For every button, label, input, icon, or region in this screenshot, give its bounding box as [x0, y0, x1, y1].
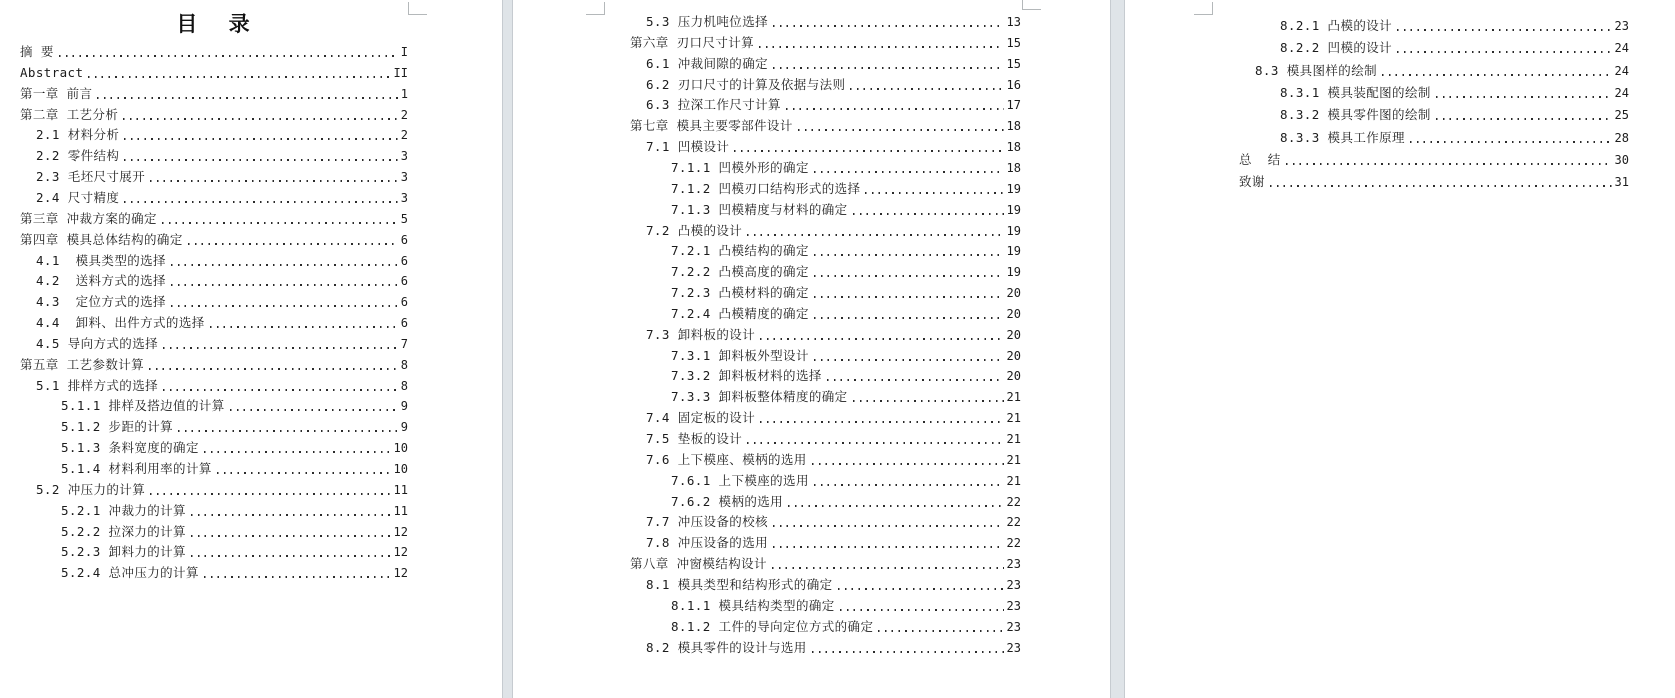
toc-entry-label: 4.5 导向方式的选择	[36, 335, 159, 351]
toc-page-number: 21	[1006, 411, 1021, 426]
toc-entry[interactable]	[20, 65, 408, 80]
dot-leader	[760, 421, 1003, 423]
toc-page-number: 6	[400, 232, 408, 247]
toc-entry[interactable]	[20, 44, 408, 59]
dot-leader	[773, 25, 1004, 27]
toc-entry[interactable]	[646, 14, 1021, 29]
dot-leader	[814, 171, 1004, 173]
toc-entry[interactable]	[671, 202, 1021, 217]
toc-entry[interactable]	[20, 211, 408, 226]
toc-page-number: 6	[400, 316, 408, 331]
dot-leader	[88, 76, 390, 78]
toc-entry[interactable]	[671, 285, 1021, 300]
toc-entry[interactable]	[1280, 18, 1629, 33]
toc-page-number: 23	[1614, 19, 1629, 33]
toc-page-number: 23	[1006, 619, 1021, 634]
toc-entry-label: 7.6 上下模座、模柄的选用	[646, 451, 807, 467]
toc-entry-label: 5.2.1 冲裁力的计算	[61, 502, 186, 518]
toc-entry-label: 8.3.2 模具零件图的绘制	[1280, 107, 1431, 123]
toc-entry-label: 2.4 尺寸精度	[36, 189, 120, 205]
dot-leader	[1397, 51, 1611, 53]
toc-entry-label: 2.2 零件结构	[36, 148, 120, 164]
dot-leader	[163, 347, 398, 349]
toc-entry[interactable]	[36, 378, 408, 393]
toc-entry[interactable]	[61, 565, 408, 580]
toc-page-number: 13	[1006, 15, 1021, 29]
toc-entry[interactable]	[671, 598, 1021, 613]
toc-entry-label: 4.3 定位方式的选择	[36, 294, 166, 310]
dot-leader	[150, 493, 390, 495]
toc-entry-label: 5.1 排样方式的选择	[36, 377, 159, 393]
toc-entry-label: 8.2.1 凸模的设计	[1280, 18, 1393, 33]
toc-entry[interactable]	[1239, 174, 1629, 189]
toc-page-number: 12	[393, 545, 408, 560]
toc-entry-label: 7.2 凸模的设计	[646, 222, 743, 238]
toc-entry-label: 5.2 冲压力的计算	[36, 481, 146, 497]
toc-page-number: I	[400, 45, 408, 59]
toc-entry[interactable]	[646, 97, 1021, 112]
toc-entry-label: 5.2.2 拉深力的计算	[61, 523, 186, 539]
toc-entry[interactable]	[671, 306, 1021, 321]
dot-leader	[124, 138, 397, 140]
toc-title: 目 录	[176, 12, 252, 36]
toc-page-number: 31	[1614, 175, 1629, 190]
toc-entry[interactable]	[630, 35, 1021, 50]
crop-mark-icon	[586, 2, 605, 15]
toc-entry-label: 5.3 压力机吨位选择	[646, 14, 769, 29]
toc-entry-label: 5.1.4 材料利用率的计算	[61, 461, 212, 476]
toc-column-1	[20, 0, 408, 698]
dot-leader	[230, 409, 398, 411]
toc-page-number: 20	[1006, 369, 1021, 384]
dot-leader	[204, 576, 391, 578]
toc-page-number: 8	[400, 378, 408, 393]
toc-page-number: 24	[1614, 41, 1629, 56]
toc-entry[interactable]	[646, 640, 1021, 655]
toc-page-number: 8	[400, 357, 408, 372]
toc-entry-label: 8.3.3 模具工作原理	[1280, 129, 1405, 145]
toc-entry-label: 7.3 卸料板的设计	[646, 326, 756, 342]
toc-entry-label: 第二章 工艺分析	[20, 106, 119, 122]
toc-entry-label: 7.1.3 凹模精度与材料的确定	[671, 201, 848, 217]
toc-page-number: 2	[400, 107, 408, 122]
dot-leader	[773, 525, 1004, 527]
toc-entry-label: 7.2.4 凸模精度的确定	[671, 305, 809, 321]
toc-entry[interactable]	[61, 440, 408, 455]
dot-leader	[191, 535, 391, 537]
toc-page-number: 21	[1006, 390, 1021, 405]
toc-page-number: 3	[400, 170, 408, 185]
toc-entry-label: 5.1.1 排样及搭边值的计算	[61, 398, 225, 414]
toc-page-number: 12	[393, 566, 408, 581]
dot-leader	[1410, 141, 1612, 143]
toc-entry[interactable]	[20, 107, 408, 122]
toc-entry-label: 7.8 冲压设备的选用	[646, 535, 769, 551]
toc-entry-label: 2.1 材料分析	[36, 127, 120, 143]
dot-leader	[827, 379, 1004, 381]
toc-entry[interactable]	[1280, 107, 1629, 122]
toc-page-number: 19	[1006, 265, 1021, 280]
toc-entry-label: 4.2 送料方式的选择	[36, 273, 166, 289]
toc-entry-label: 7.3.3 卸料板整体精度的确定	[671, 389, 848, 405]
toc-entry[interactable]	[1280, 130, 1629, 145]
dot-leader	[162, 222, 398, 224]
toc-entry[interactable]	[646, 410, 1021, 425]
toc-page-number: 11	[393, 503, 408, 518]
toc-entry-label: 第六章 刃口尺寸计算	[630, 34, 755, 50]
toc-page-number: 16	[1006, 77, 1021, 92]
toc-entry-label: 7.4 固定板的设计	[646, 410, 756, 426]
toc-entry-label: 7.1 凹模设计	[646, 139, 730, 155]
dot-leader	[124, 201, 397, 203]
toc-entry-label: 8.2 模具零件的设计与选用	[646, 639, 807, 655]
dot-leader	[814, 359, 1004, 361]
toc-page-number: 6	[400, 253, 408, 268]
toc-entry-label: 8.3 模具图样的绘制	[1255, 62, 1378, 78]
toc-entry-label: 8.1.1 模具结构类型的确定	[671, 597, 835, 613]
toc-page-number: 7	[400, 336, 408, 351]
toc-page-number: 21	[1006, 452, 1021, 467]
toc-entry[interactable]	[671, 494, 1021, 509]
toc-entry[interactable]	[671, 160, 1021, 175]
toc-page-number: 1	[400, 86, 408, 101]
toc-page-number: 3	[400, 149, 408, 164]
toc-page-number: 2	[400, 128, 408, 143]
dot-leader	[1286, 163, 1612, 165]
dot-leader	[178, 430, 398, 432]
dot-leader	[840, 609, 1004, 611]
toc-entry[interactable]	[671, 368, 1021, 383]
toc-entry[interactable]	[20, 86, 408, 101]
toc-entry[interactable]	[20, 232, 408, 247]
toc-entry[interactable]	[646, 577, 1021, 592]
toc-page-number: 23	[1006, 557, 1021, 572]
toc-entry[interactable]	[1239, 152, 1629, 167]
toc-entry-label: 7.1.1 凹模外形的确定	[671, 159, 809, 175]
crop-mark-icon	[1194, 2, 1213, 15]
toc-entry-label: 5.1.3 条料宽度的确定	[61, 440, 199, 456]
toc-page-number: 22	[1006, 494, 1021, 509]
dot-leader	[747, 442, 1003, 444]
dot-leader	[123, 118, 398, 120]
toc-page-number: 22	[1006, 536, 1021, 551]
toc-entry-label: 摘 要	[20, 44, 54, 59]
toc-page-number: 23	[1006, 640, 1021, 655]
toc-entry[interactable]	[646, 514, 1021, 529]
toc-entry-label: 7.2.1 凸模结构的确定	[671, 243, 809, 259]
toc-entry-label: 7.6.1 上下模座的选用	[671, 472, 809, 488]
dot-leader	[814, 317, 1004, 319]
dot-leader	[814, 296, 1004, 298]
dot-leader	[853, 213, 1004, 215]
toc-entry[interactable]	[1280, 40, 1629, 55]
dot-leader	[865, 192, 1003, 194]
toc-entry[interactable]	[671, 181, 1021, 196]
toc-entry[interactable]	[36, 273, 408, 288]
toc-page-number: 23	[1006, 598, 1021, 613]
toc-entry-label: 8.1 模具类型和结构形式的确定	[646, 576, 833, 592]
toc-entry-label: 5.2.3 卸料力的计算	[61, 544, 186, 560]
dot-leader	[1436, 96, 1612, 98]
toc-entry[interactable]	[61, 461, 408, 476]
toc-entry-label: 6.1 冲裁间隙的确定	[646, 55, 769, 71]
toc-entry-label: 8.3.1 模具装配图的绘制	[1280, 84, 1431, 100]
toc-page-number: 19	[1006, 223, 1021, 238]
toc-entry[interactable]	[1255, 63, 1629, 78]
toc-page-number: 5	[400, 211, 408, 226]
toc-page-number: 6	[400, 274, 408, 289]
dot-leader	[210, 326, 398, 328]
dot-leader	[773, 67, 1004, 69]
dot-leader	[217, 472, 391, 474]
toc-entry-label: 6.2 刃口尺寸的计算及依据与法则	[646, 76, 846, 92]
toc-page-number: 18	[1006, 119, 1021, 134]
toc-page-number: 20	[1006, 306, 1021, 321]
toc-page-number: 15	[1006, 56, 1021, 71]
toc-entry[interactable]	[646, 327, 1021, 342]
dot-leader	[760, 338, 1003, 340]
dot-leader	[1436, 118, 1612, 120]
toc-page-number: 23	[1006, 577, 1021, 592]
toc-page-number: 25	[1614, 108, 1629, 123]
toc-page-number: 20	[1006, 348, 1021, 363]
dot-leader	[812, 651, 1004, 653]
toc-page-number: 24	[1614, 85, 1629, 100]
dot-leader	[812, 463, 1004, 465]
toc-page-number: 3	[400, 190, 408, 205]
dot-leader	[747, 234, 1003, 236]
toc-entry[interactable]	[1280, 85, 1629, 100]
toc-entry-label: 第七章 模具主要零部件设计	[630, 118, 793, 134]
dot-leader	[814, 254, 1004, 256]
toc-entry[interactable]	[61, 544, 408, 559]
toc-page-number: 17	[1006, 98, 1021, 113]
toc-entry-label: 8.1.2 工件的导向定位方式的确定	[671, 618, 874, 634]
toc-entry-label: 第八章 冲窗模结构设计	[630, 556, 767, 572]
dot-leader	[850, 88, 1003, 90]
toc-entry[interactable]	[646, 431, 1021, 446]
toc-page-number: II	[393, 65, 408, 80]
toc-entry-label: 7.3.2 卸料板材料的选择	[671, 368, 822, 384]
dot-leader	[788, 505, 1003, 507]
page-divider	[1110, 0, 1125, 698]
dot-leader	[1382, 74, 1612, 76]
toc-page-number: 19	[1006, 244, 1021, 259]
dot-leader	[188, 243, 398, 245]
toc-entry-label: 第三章 冲裁方案的确定	[20, 210, 157, 226]
dot-leader	[878, 630, 1003, 632]
dot-leader	[1270, 185, 1612, 187]
toc-page-number: 21	[1006, 432, 1021, 446]
toc-entry-label: 4.1 模具类型的选择	[36, 252, 166, 268]
toc-entry-label: 7.6.2 模柄的选用	[671, 493, 784, 509]
toc-entry[interactable]	[646, 223, 1021, 238]
toc-entry[interactable]	[630, 556, 1021, 571]
toc-page-number: 10	[393, 462, 408, 476]
toc-entry[interactable]	[36, 294, 408, 309]
toc-entry[interactable]	[36, 190, 408, 205]
toc-entry[interactable]	[61, 503, 408, 518]
toc-entry-label: 7.2.3 凸模材料的确定	[671, 285, 809, 301]
toc-entry-label: 7.1.2 凹模刃口结构形式的选择	[671, 180, 861, 196]
toc-page-number: 9	[400, 420, 408, 435]
toc-entry-label: 5.1.2 步距的计算	[61, 419, 174, 435]
toc-entry-label: 7.3.1 卸料板外型设计	[671, 347, 809, 363]
dot-leader	[734, 150, 1003, 152]
toc-entry-label: 8.2.2 凹模的设计	[1280, 40, 1393, 56]
toc-entry[interactable]	[671, 619, 1021, 634]
page-divider	[502, 0, 513, 698]
toc-entry[interactable]	[671, 389, 1021, 404]
dot-leader	[1397, 29, 1611, 31]
toc-entry-label: 7.5 垫板的设计	[646, 431, 743, 446]
toc-entry[interactable]	[61, 524, 408, 539]
toc-entry[interactable]	[646, 77, 1021, 92]
dot-leader	[97, 97, 397, 99]
crop-mark-icon	[408, 2, 427, 15]
toc-page-number: 24	[1614, 63, 1629, 78]
dot-leader	[204, 451, 391, 453]
toc-entry-label: 第五章 工艺参数计算	[20, 356, 145, 372]
toc-page-number: 11	[393, 482, 408, 497]
toc-page-number: 20	[1006, 286, 1021, 301]
toc-page-number: 22	[1006, 515, 1021, 530]
toc-entry[interactable]	[61, 419, 408, 434]
dot-leader	[798, 129, 1004, 131]
toc-entry-label: 5.2.4 总冲压力的计算	[61, 565, 199, 581]
toc-entry[interactable]	[671, 264, 1021, 279]
toc-entry[interactable]	[36, 127, 408, 142]
toc-entry-label: 第四章 模具总体结构的确定	[20, 231, 183, 247]
dot-leader	[759, 46, 1004, 48]
toc-page-number: 21	[1006, 473, 1021, 488]
toc-entry[interactable]	[671, 243, 1021, 258]
dot-leader	[772, 567, 1004, 569]
dot-leader	[163, 389, 398, 391]
toc-entry-label: Abstract	[20, 64, 84, 80]
toc-page-number: 12	[393, 524, 408, 539]
dot-leader	[171, 264, 398, 266]
toc-entry-label: 致谢	[1239, 174, 1265, 190]
toc-entry[interactable]	[36, 148, 408, 163]
dot-leader	[853, 400, 1004, 402]
toc-page-number: 30	[1614, 152, 1629, 167]
toc-page-number: 18	[1006, 160, 1021, 175]
toc-column-2	[630, 0, 1021, 698]
toc-column-3	[1239, 0, 1629, 698]
dot-leader	[149, 368, 398, 370]
dot-leader	[814, 275, 1004, 277]
toc-entry[interactable]	[61, 398, 408, 413]
dot-leader	[838, 588, 1004, 590]
toc-page-number: 20	[1006, 327, 1021, 342]
dot-leader	[124, 159, 397, 161]
toc-entry-label: 7.2.2 凸模高度的确定	[671, 264, 809, 280]
crop-mark-icon	[1022, 0, 1041, 10]
toc-page-number: 15	[1006, 35, 1021, 50]
toc-page-number: 9	[400, 399, 408, 414]
dot-leader	[191, 555, 391, 557]
toc-entry-label: 6.3 拉深工作尺寸计算	[646, 97, 781, 113]
toc-entry[interactable]	[36, 315, 408, 330]
toc-entry[interactable]	[646, 139, 1021, 154]
dot-leader	[150, 180, 398, 182]
toc-entry-label: 4.4 卸料、出件方式的选择	[36, 315, 205, 331]
toc-entry-label: 总 结	[1239, 151, 1281, 167]
toc-page-number: 6	[400, 295, 408, 310]
toc-entry[interactable]	[20, 357, 408, 372]
toc-entry[interactable]	[671, 473, 1021, 488]
toc-page-number: 18	[1006, 140, 1021, 155]
dot-leader	[171, 284, 398, 286]
toc-entry[interactable]	[646, 56, 1021, 71]
toc-entry[interactable]	[36, 482, 408, 497]
toc-entry[interactable]	[36, 336, 408, 351]
dot-leader	[59, 55, 398, 57]
dot-leader	[171, 305, 398, 307]
toc-entry[interactable]	[646, 535, 1021, 550]
toc-page-number: 28	[1614, 130, 1629, 145]
toc-entry[interactable]	[646, 452, 1021, 467]
dot-leader	[773, 546, 1004, 548]
toc-entry-label: 第一章 前言	[20, 85, 93, 101]
toc-page-number: 10	[393, 441, 408, 456]
toc-entry[interactable]	[671, 348, 1021, 363]
toc-entry[interactable]	[36, 253, 408, 268]
dot-leader	[786, 108, 1004, 110]
dot-leader	[191, 514, 391, 516]
toc-page-number: 19	[1006, 202, 1021, 217]
toc-entry[interactable]	[36, 169, 408, 184]
dot-leader	[814, 484, 1004, 486]
toc-entry[interactable]	[630, 118, 1021, 133]
toc-entry-label: 2.3 毛坯尺寸展开	[36, 169, 146, 185]
toc-page-number: 19	[1006, 181, 1021, 196]
toc-entry-label: 7.7 冲压设备的校核	[646, 514, 769, 530]
